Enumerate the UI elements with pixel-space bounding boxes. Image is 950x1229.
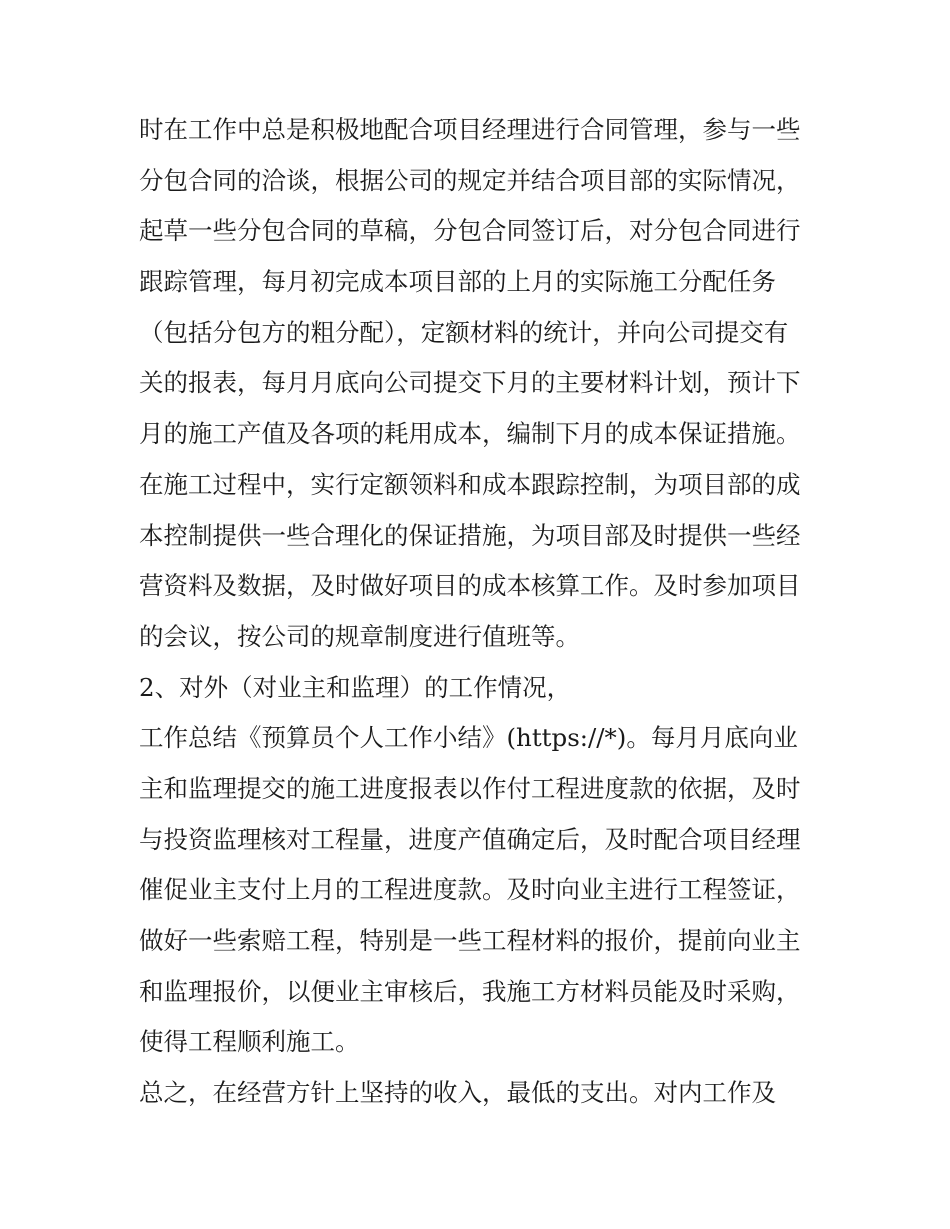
text-line: 催促业主支付上月的工程进度款。及时向业主进行工程签证， (139, 875, 801, 905)
text-line: 营资料及数据，及时做好项目的成本核算工作。及时参加项目 (139, 571, 801, 601)
text-line: 使得工程顺利施工。 (139, 1027, 360, 1057)
text-line: 的会议，按公司的规章制度进行值班等。 (139, 621, 580, 651)
text-line: 与投资监理核对工程量，进度产值确定后，及时配合项目经理 (139, 824, 801, 854)
text-line: 时在工作中总是积极地配合项目经理进行合同管理，参与一些 (139, 115, 801, 144)
text-line: 跟踪管理，每月初完成本项目部的上月的实际施工分配任务 (139, 267, 776, 297)
text-line: 总之，在经营方针上坚持的收入，最低的支出。对内工作及 (139, 1078, 776, 1108)
section-heading: 2、对外（对业主和监理）的工作情况， (139, 672, 572, 702)
text-line: 做好一些索赔工程，特别是一些工程材料的报价，提前向业主 (139, 926, 801, 955)
text-line: 在施工过程中，实行定额领料和成本跟踪控制，为项目部的成 (139, 469, 801, 499)
text-line: 月的施工产值及各项的耗用成本，编制下月的成本保证措施。 (139, 419, 801, 449)
body-text (139, 105, 819, 1119)
text-line: 工作总结《预算员个人工作小结》(https://*)。每月月底向业 (139, 723, 798, 753)
text-line: 和监理报价，以便业主审核后，我施工方材料员能及时采购， (139, 976, 801, 1006)
text-line: （包括分包方的粗分配），定额材料的统计，并向公司提交有 (139, 317, 789, 347)
text-line: 关的报表，每月月底向公司提交下月的主要材料计划，预计下 (139, 368, 801, 398)
text-line: 主和监理提交的施工进度报表以作付工程进度款的依据，及时 (139, 773, 801, 803)
text-line: 分包合同的洽谈，根据公司的规定并结合项目部的实际情况， (139, 165, 801, 195)
text-line: 起草一些分包合同的草稿，分包合同签订后，对分包合同进行 (139, 216, 801, 246)
text-line: 本控制提供一些合理化的保证措施，为项目部及时提供一些经 (139, 520, 801, 550)
